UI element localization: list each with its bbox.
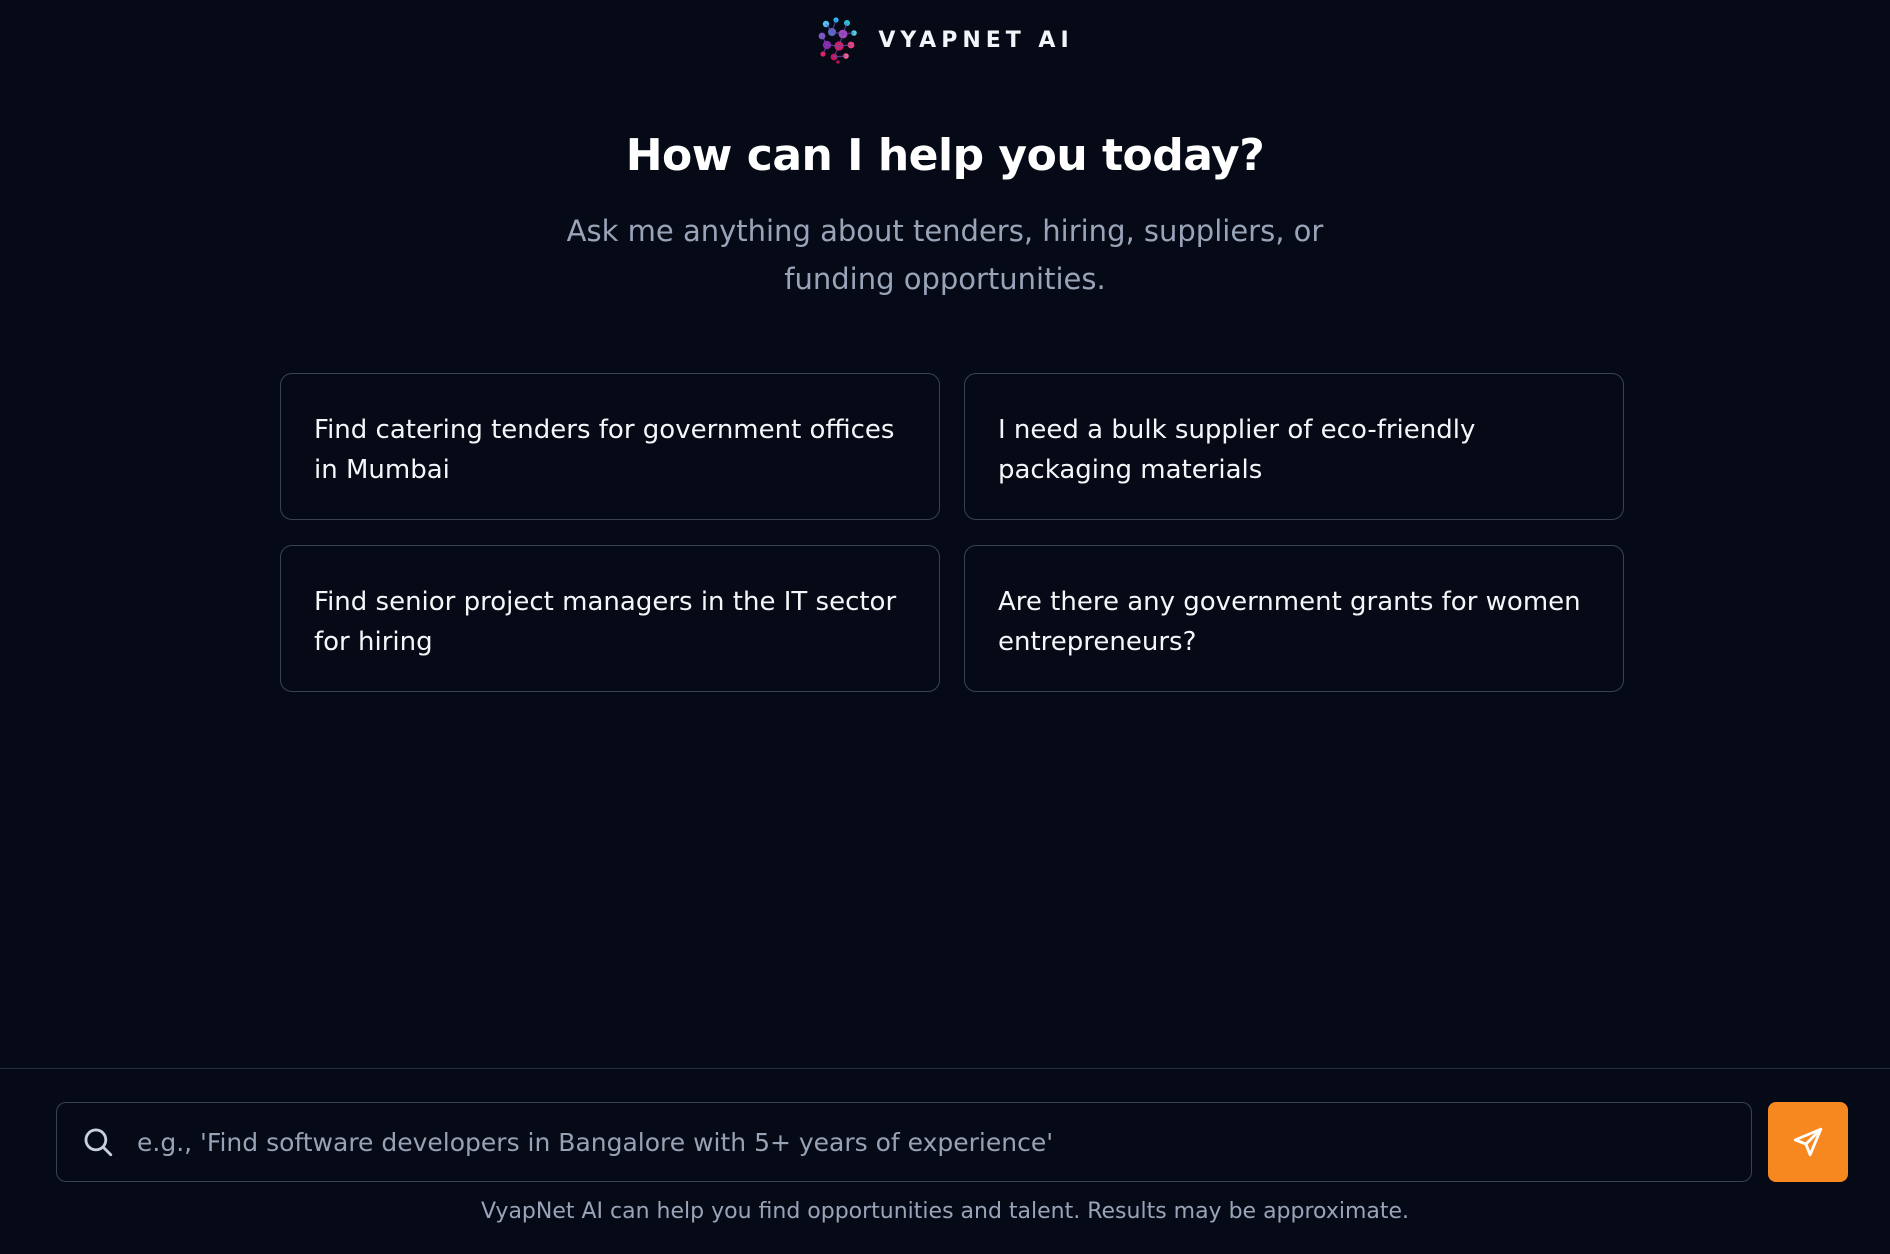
suggestion-card-project-managers[interactable]: Find senior project managers in the IT sector for hiring (280, 545, 940, 692)
molecule-logo-icon (816, 16, 860, 64)
search-icon (81, 1125, 115, 1159)
send-button[interactable] (1768, 1102, 1848, 1182)
brand-name: VYAPNET AI (878, 27, 1074, 53)
suggestion-card-women-grants[interactable]: Are there any government grants for women entrepreneurs? (964, 545, 1624, 692)
suggestion-grid (280, 373, 1624, 692)
page-subtitle: Ask me anything about tenders, hiring, suppliers, or funding opportunities. (566, 214, 1324, 296)
hero (0, 130, 1890, 303)
search-box[interactable] (56, 1102, 1752, 1182)
disclaimer-text: VyapNet AI can help you find opportunities and talent. Results may be approximate. (480, 1199, 1410, 1224)
page-title: How can I help you today? (625, 130, 1265, 181)
suggestion-card-catering-tenders[interactable]: Find catering tenders for government offices in Mumbai (280, 373, 940, 520)
suggestion-card-packaging-supplier[interactable]: I need a bulk supplier of eco-friendly packaging materials (964, 373, 1624, 520)
search-input[interactable] (137, 1103, 1751, 1181)
send-icon (1791, 1125, 1825, 1159)
header (0, 0, 1890, 80)
composer-footer (0, 1068, 1890, 1254)
